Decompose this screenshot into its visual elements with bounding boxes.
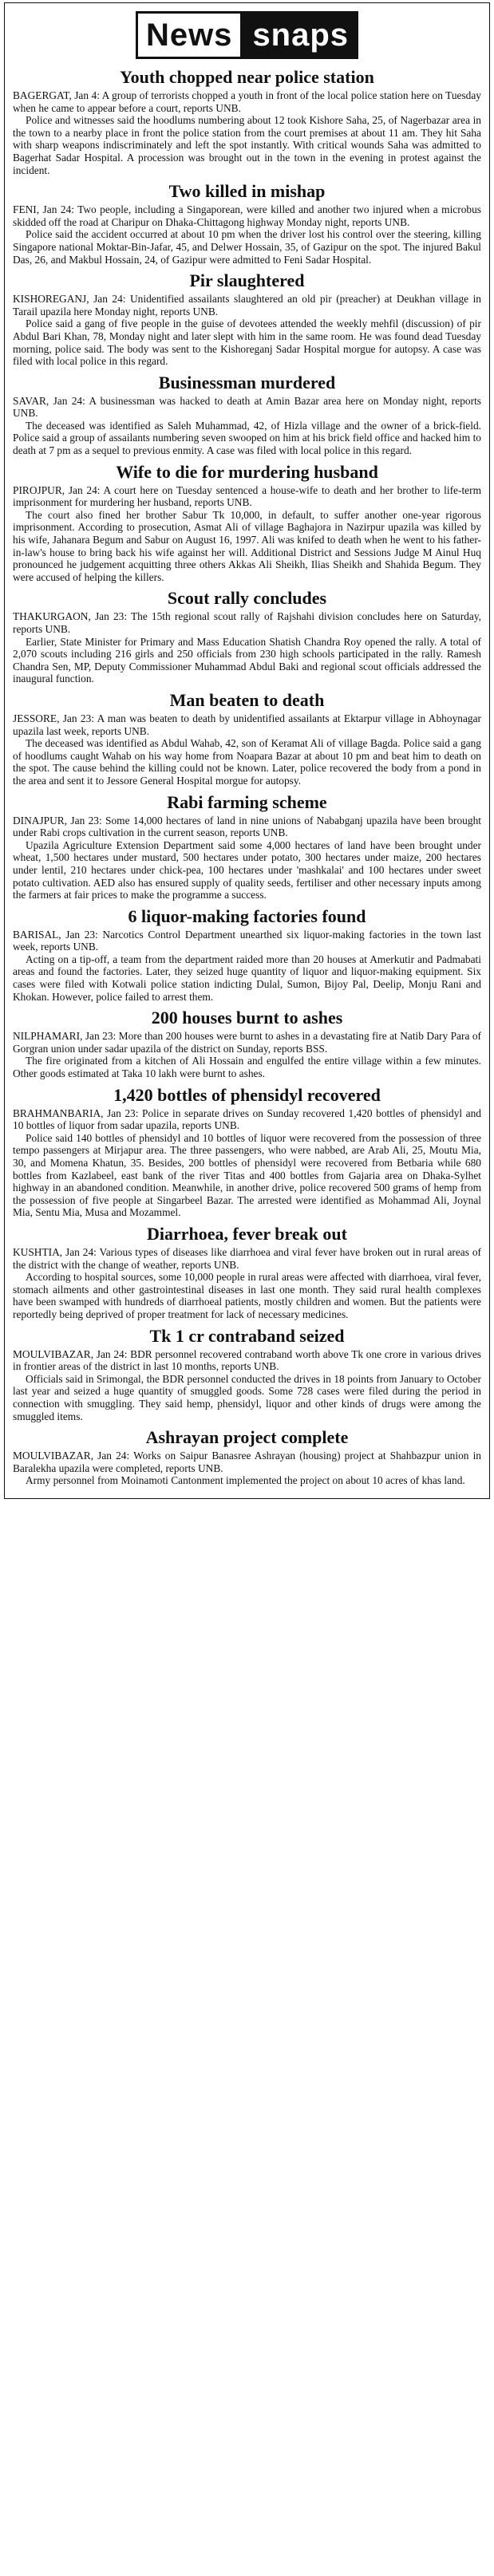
story-paragraph: NILPHAMARI, Jan 23: More than 200 houses were burnt to ashes in a devastating fire at Natib Dary Para of Gorgran union under sadar upazila of the district on Sunday, reports BSS. <box>13 1030 481 1055</box>
story-paragraph: DINAJPUR, Jan 23: Some 14,000 hectares of land in nine unions of Nababganj upazila have been brought under Rabi crops cultivation in the current season, reports UNB. <box>13 814 481 839</box>
story-paragraph: SAVAR, Jan 24: A businessman was hacked to death at Amin Bazar area here on Monday night, reports UNB. <box>13 394 481 420</box>
story-headline: Scout rally concludes <box>167 588 327 609</box>
news-snaps-page <box>4 2 490 1499</box>
story-paragraph: Police said the accident occurred at about 10 pm when the driver lost his control over the steering, killing Singapore national Moktar-Bin-Jafar, 45, and Delwer Hossain, 35, of Gazipur on the spot. The injured Bakul Das, 26, and Makbul Hossain, 24, of Gazipur were admitted to Feni Sadar Hospital. <box>13 228 481 266</box>
story-paragraph: JESSORE, Jan 23: A man was beaten to death by unidentified assailants at Ektarpur village in Abhoynagar upazila last week, reports UNB. <box>13 712 481 737</box>
story-paragraph: PIROJPUR, Jan 24: A court here on Tuesday sentenced a house-wife to death and her brother to life-term imprisonment for murdering her husband, reports UNB. <box>13 483 481 509</box>
story-paragraph: KUSHTIA, Jan 24: Various types of diseases like diarrhoea and viral fever have broken out in rural areas of the district with the change of weather, reports UNB. <box>13 1245 481 1271</box>
story-paragraph: KISHOREGANJ, Jan 24: Unidentified assailants slaughtered an old pir (preacher) at Deukhan village in Tarail upazila here Monday night, reports UNB. <box>13 293 481 318</box>
news-story <box>13 792 481 901</box>
story-headline: Wife to die for murdering husband <box>116 461 378 482</box>
stories-column <box>13 67 481 1487</box>
story-paragraph: Army personnel from Moinamoti Cantonment implemented the project on about 10 acres of khas land. <box>26 1474 465 1487</box>
story-headline: Man beaten to death <box>169 689 325 710</box>
story-paragraph: The fire originated from a kitchen of Ali Hossain and engulfed the entire village within a few minutes. Other goods estimated at Taka 10 lakh were burnt to ashes. <box>13 1055 481 1080</box>
story-paragraph: Earlier, State Minister for Primary and Mass Education Shatish Chandra Roy opened the rally. A total of 2,070 scouts including 216 girls and 250 officials from 230 high schools participated in the rally. Ramesh Chandra Sen, MP, Deputy Commissioner Muhammad Abdul Baki and regional scout officials addressed the inaugural function. <box>13 635 481 685</box>
story-paragraph: The deceased was identified as Abdul Wahab, 42, son of Keramat Ali of village Bagda. Police said a gang of hoodlums caught Wahab on his way home from Noapara Bazar at about 10 pm and beat him to death on the spot. The cause behind the killing could not be known. Later, police recovered the body from a pond in the area and sent it to Jessore General Hospital morgue for autopsy. <box>13 737 481 787</box>
story-headline: Pir slaughtered <box>189 270 305 291</box>
news-story <box>13 1085 481 1219</box>
story-headline: Businessman murdered <box>158 372 336 393</box>
story-paragraph: The court also fined her brother Sabur Tk 10,000, in default, to suffer another one-year rigorous imprisonment. According to prosecution, Asmat Ali of village Baghajora in Nazirpur upazila was killed by his wife, Jahanara Begum and Sabur on August 16, 1997. Ali was knifed to death when he went to his father-in-law's house to bring back his wife against her will. Additional District and Sessions Judge M Ainul Huq pronounced he judgement acquitting three others Akkas Ali Sheikh, Ilias Sheikh and Shahida Begum. They were accused of helping the killers. <box>13 508 481 583</box>
story-paragraph: MOULVIBAZAR, Jan 24: Works on Saipur Banasree Ashrayan (housing) project at Shahbazpur union in Baralekha upazila were completed, reports UNB. <box>13 1450 481 1474</box>
story-paragraph: According to hospital sources, some 10,000 people in rural areas were affected with diarrhoea, viral fever, stomach ailments and other gastrointestinal diseases in last one month. They said rural health complexes have been swamped with hundreds of diarrhoeal patients, mostly children and women. But the patients were reportedly being deprived of proper treatment for lack of necessary medicines. <box>13 1271 481 1320</box>
news-story <box>13 270 481 368</box>
story-headline: Rabi farming scheme <box>167 791 327 812</box>
story-paragraph: Police said 140 bottles of phensidyl and 10 bottles of liquor were recovered from the possession of three tempo passengers at Mirjapur area. The three passengers, who were nabbed, are Arab Ali, 25, Moutu Mia, 30, and Momena Khatun, 35. Besides, 200 bottles of phensidyl were recovered from Betbaria while 680 bottles from Kazlabeel, east bank of the river Titas and 400 bottles from Gajaria area on Dhaka-Sylhet highway in an abandoned condition. Meanwhile, in another drive, police recovered 500 grams of hemp from the possession of five people at Singarbeel Bazar. The arrested were identified as Mohammad Ali, Joynal Mia, Sentu Mia, Musa and Mozammel. <box>13 1131 481 1219</box>
story-paragraph: Acting on a tip-off, a team from the department raided more than 20 houses at Amerkutir and Padmabati areas and found the factories. Later, they seized huge quantity of liquor and liquor-making equipment. Six cases were filed with Kotwali police station indicting Dulal, Sumon, Bijoy Pal, Deelip, Monju Rani and Khokan. However, police failed to arrest them. <box>13 953 481 1003</box>
story-paragraph: BAGERGAT, Jan 4: A group of terrorists chopped a youth in front of the local police station here on Tuesday when he came to appear before a court, reports UNB. <box>13 89 481 114</box>
story-headline: 1,420 bottles of phensidyl recovered <box>113 1084 381 1105</box>
news-story <box>13 588 481 685</box>
news-story <box>13 1427 481 1487</box>
news-story <box>13 1326 481 1423</box>
story-paragraph: BRAHMANBARIA, Jan 23: Police in separate drives on Sunday recovered 1,420 bottles of phensidyl and 10 bottles of liquor from sadar upazila, reports UNB. <box>13 1107 481 1132</box>
story-headline: Diarrhoea, fever break out <box>147 1223 347 1244</box>
story-headline: Ashrayan project complete <box>145 1427 349 1448</box>
story-paragraph: MOULVIBAZAR, Jan 24: BDR personnel recovered contraband worth above Tk one crore in various drives in frontier areas of the district in last 10 months, reports UNB. <box>13 1347 481 1373</box>
story-paragraph: Officials said in Srimongal, the BDR personnel conducted the drives in 18 points from January to October last year and seized a huge quantity of smuggled goods. Some 728 cases were filed during the period in connection with smuggling. They said hemp, phensidyl, liquor and other kinds of drugs were among the smuggled items. <box>13 1372 481 1422</box>
story-paragraph: Police said a gang of five people in the guise of devotees attended the weekly mehfil (discussion) of pir Abdul Bari Khan, 78, Monday night and later slept with him in the same room. He was found dead Tuesday morning, police said. The body was sent to the Kishoreganj Sadar Hospital morgue for autopsy. A case was filed with local police in this regard. <box>13 318 481 368</box>
story-paragraph: Upazila Agriculture Extension Department said some 4,000 hectares of land have been brought under wheat, 1,500 hectares under mustard, 500 hectares under potato, 300 hectares under maize, 200 hectares under lentil, 210 hectares under chick-pea, 100 hectares under 'mashkalai' and 100 hectares under sweet potato cultivation. AED also has ensured supply of quality seeds, fertiliser and other necessary inputs among the farmers at fair prices to make the programme a success. <box>13 838 481 901</box>
story-paragraph: BARISAL, Jan 23: Narcotics Control Department unearthed six liquor-making factories in the town last week, reports UNB. <box>13 928 481 953</box>
news-story <box>13 462 481 584</box>
news-story <box>13 373 481 457</box>
story-headline: 6 liquor-making factories found <box>128 905 366 926</box>
story-paragraph: THAKURGAON, Jan 23: The 15th regional scout rally of Rajshahi division concludes here on Saturday, reports UNB. <box>13 610 481 635</box>
story-paragraph: Police and witnesses said the hoodlums numbering about 12 took Kishore Saha, 25, of Nagerbazar area in the town to a nearby place in front the police station from the court premises at about 11 am. They hit Saha with sharp weapons indiscriminately and left the spot instantly. With critical wounds Saha was admitted to Bagerhat Sadar Hospital. A procession was brought out in the town in the evening in protest against the incident. <box>13 114 481 176</box>
masthead <box>104 11 391 59</box>
story-headline: Youth chopped near police station <box>120 67 374 87</box>
story-paragraph: FENI, Jan 24: Two people, including a Singaporean, were killed and another two injured when a microbus skidded off the road at Charipur on Dhaka-Chittagong highway Monday night, reports UNB. <box>13 203 481 228</box>
news-story <box>13 906 481 1004</box>
story-headline: 200 houses burnt to ashes <box>151 1008 343 1028</box>
news-story <box>13 690 481 787</box>
news-story <box>13 181 481 266</box>
story-paragraph: The deceased was identified as Saleh Muhammad, 42, of Hizla village and the owner of a brick-field. Police said a group of assailants numbering seven swooped on him at his brick field office and hacked him to death at 7 pm as a sequel to previous enmity. A case was filed with local police in this regard. <box>13 419 481 457</box>
news-story <box>13 1008 481 1079</box>
story-headline: Two killed in mishap <box>168 181 326 202</box>
story-headline: Tk 1 cr contraband seized <box>149 1325 345 1346</box>
masthead-news: News <box>136 11 243 59</box>
news-story <box>13 1224 481 1321</box>
masthead-snaps: snaps <box>243 11 358 59</box>
news-story <box>13 67 481 176</box>
